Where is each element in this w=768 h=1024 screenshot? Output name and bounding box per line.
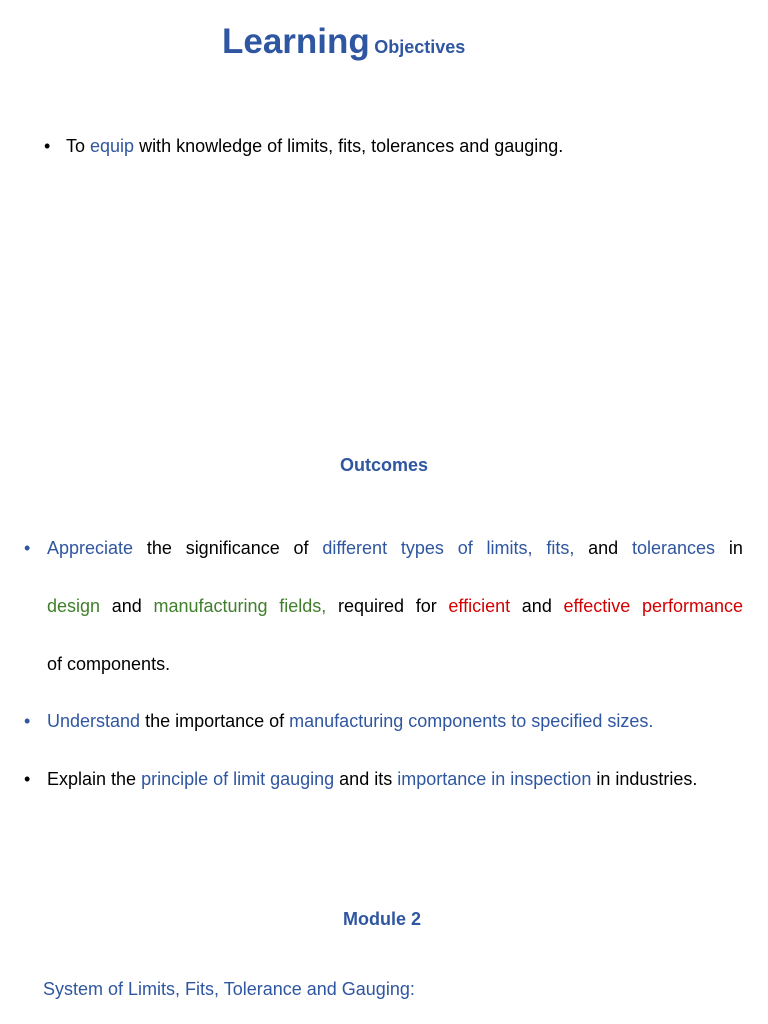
- module-subtitle: System of Limits, Fits, Tolerance and Gauging:: [43, 979, 415, 999]
- word: design: [47, 596, 101, 616]
- word: in: [728, 538, 743, 558]
- word: of: [457, 538, 473, 558]
- word-part: fields,: [279, 596, 327, 616]
- module-heading: Module 2: [343, 909, 422, 929]
- outcome-3: [47, 769, 697, 790]
- bullet: •: [44, 136, 51, 156]
- bullet: •: [24, 769, 31, 789]
- word: required: [337, 596, 404, 616]
- word: and: [521, 596, 552, 616]
- objective-text-rest: with knowledge of limits, fits, tolerances and gauging.: [134, 136, 564, 156]
- word: effective: [563, 596, 631, 616]
- word: types: [400, 538, 444, 558]
- word: of: [293, 538, 309, 558]
- outcome-3-highlight-2: importance in inspection: [397, 769, 592, 789]
- word: manufacturing: [153, 596, 268, 616]
- word: and: [588, 538, 619, 558]
- outcome-2: [47, 711, 653, 732]
- outcome-1-line-1: [47, 538, 743, 559]
- word: performance: [641, 596, 743, 616]
- outcome-3-highlight-1: principle of limit gauging: [141, 769, 335, 789]
- page-title: [222, 22, 465, 62]
- word: significance: [185, 538, 280, 558]
- outcome-1-line-2: [47, 596, 743, 617]
- objective-item: [44, 136, 563, 157]
- word: limits,: [486, 538, 533, 558]
- outcome-2-text: the importance of: [140, 711, 290, 731]
- title-sub: Objectives: [374, 37, 466, 57]
- outcome-1-line-3: of components.: [47, 654, 171, 674]
- word: fits,: [546, 538, 575, 558]
- outcome-3-text-3: in industries.: [591, 769, 698, 789]
- outcome-2-highlight: manufacturing components to specified sizes.: [289, 711, 654, 731]
- objective-highlight: equip: [90, 136, 135, 156]
- title-main: Learning: [222, 22, 370, 61]
- objective-text: To: [66, 136, 91, 156]
- word: [279, 596, 326, 617]
- word: different: [322, 538, 388, 558]
- word: Appreciate: [47, 538, 134, 558]
- outcome-3-text-2: and its: [334, 769, 398, 789]
- word: efficient: [448, 596, 511, 616]
- word: and: [111, 596, 142, 616]
- word: the: [146, 538, 172, 558]
- outcome-2-verb: Understand: [47, 711, 141, 731]
- outcome-3-text: Explain the: [47, 769, 142, 789]
- outcomes-heading: Outcomes: [339, 455, 429, 475]
- bullet: •: [24, 538, 31, 558]
- word: for: [415, 596, 437, 616]
- word: tolerances: [631, 538, 716, 558]
- bullet: •: [24, 711, 31, 731]
